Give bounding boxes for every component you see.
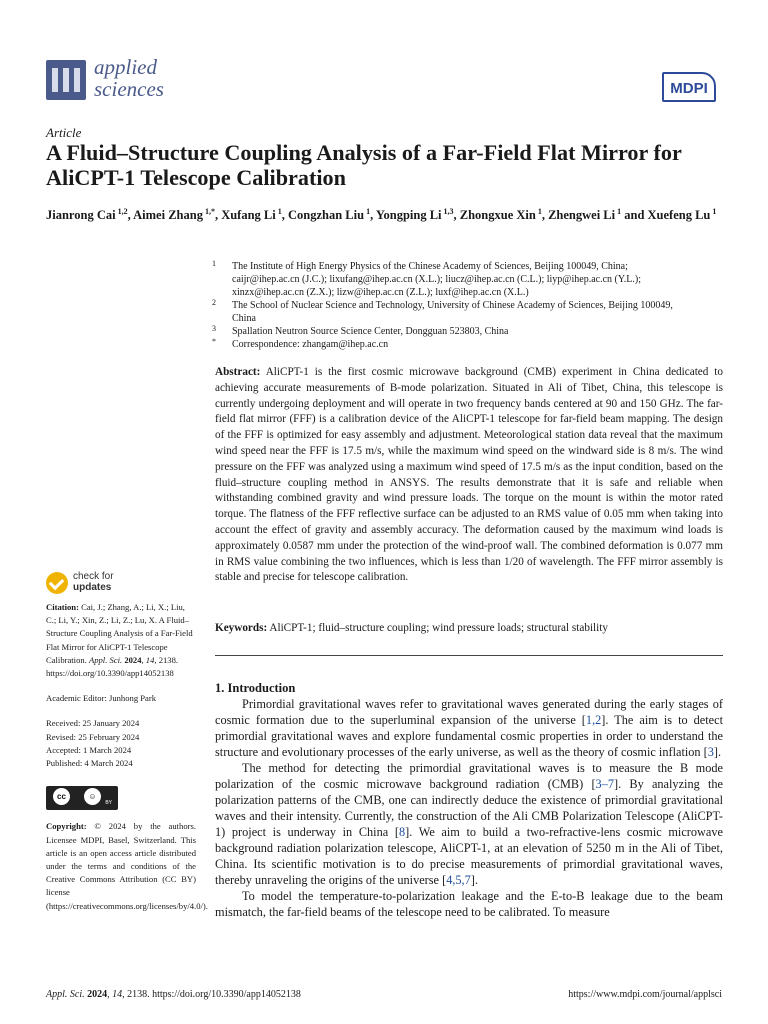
citation-doi[interactable]: , 2138. https://doi.org/10.3390/app14052138 (46, 654, 179, 679)
footer-volume: 14 (112, 989, 123, 1000)
footer-citation: Appl. Sci. 2024, 14, 2138. https://doi.org/10.3390/app14052138 (46, 989, 301, 1000)
citation-label: Citation: (46, 602, 79, 612)
footer-doi[interactable]: , 2138. https://doi.org/10.3390/app14052138 (122, 989, 301, 1000)
journal-name (94, 56, 194, 100)
citation: Citation: Cai, J.; Zhang, A.; Li, X.; Liu, C.; Li, Y.; Xin, Z.; Li, Z.; Lu, X. A Fluid–Structure Coupling Analysis of a Far-Field Flat Mirror for AliCPT-1 Telescope Calibration. Appl. Sci. 2024, 14, 2138. https://doi.org/10.3390/app14052138 (46, 602, 193, 679)
cc-by-label: BY (105, 800, 112, 807)
check-for-updates-button[interactable] (46, 570, 166, 598)
citation-journal: Appl. Sci. (88, 654, 123, 665)
journal-name-line2: sciences (94, 77, 164, 101)
checkmark-icon (46, 572, 68, 594)
intro-body (215, 696, 723, 920)
citation-volume: 14 (145, 654, 155, 665)
accepted-date: Accepted: 1 March 2024 (46, 744, 132, 755)
author-name[interactable]: Zhongxue Xin (459, 208, 536, 223)
author-list: Jianrong Cai $^{1,2}$, Aimei Zhang $^{1,*}$, Xufang Li $^1$, Congzhan Liu $^1$, Yongping Li $^{1,3}$, Zhongxue Xin $^1$, Zhengwei Li $^1$ and Xuefeng Lu $^1$ (46, 207, 717, 223)
affiliation-2: 2 The School of Nuclear Science and Technology, University of Chinese Academy of Sciences, Beijing 100049, China (212, 298, 673, 324)
copyright (46, 820, 208, 912)
cc-license-badge[interactable] (46, 786, 118, 810)
journal-logo-icon (46, 60, 86, 100)
journal-name-line1: applied (94, 55, 157, 79)
author-affiliation-marker: 1,2 (115, 207, 128, 216)
keywords-label: Keywords: (215, 622, 268, 634)
author-name[interactable]: Jianrong Cai (46, 208, 116, 223)
check-line2: updates (73, 582, 112, 593)
publisher-logo[interactable]: MDPI (662, 72, 716, 102)
correspondence: * Correspondence: zhangam@ihep.ac.cn (212, 337, 389, 350)
author-name[interactable]: Yongping Li (375, 208, 442, 223)
keywords (215, 620, 723, 636)
citation-link[interactable]: 3–7 (595, 777, 614, 791)
intro-paragraph: To model the temperature-to-polarization leakage and the E-to-B leakage due to the beam mismatch, the far-field beams of the telescope need to be calibrated. To measure (215, 889, 723, 919)
abstract-label: Abstract: (215, 366, 261, 378)
copyright-label: Copyright: (46, 821, 87, 832)
revised-date: Revised: 25 February 2024 (46, 731, 140, 742)
author-affiliation-marker: 1 (615, 207, 622, 216)
journal-logo[interactable] (46, 55, 176, 106)
section-divider (215, 655, 723, 656)
published-date: Published: 4 March 2024 (46, 758, 133, 769)
cc-icon: cc (53, 788, 70, 805)
article-type: Article (46, 125, 82, 140)
person-icon: ☺ (84, 788, 101, 805)
article-title: A Fluid–Structure Coupling Analysis of a Far-Field Flat Mirror for AliCPT-1 Telescope Calibration (46, 140, 682, 190)
copyright-text: © 2024 by the authors. Licensee MDPI, Basel, Switzerland. This article is an open access article distributed under the terms and conditions of the Creative Commons Attribution (CC BY) license (https://creativecommons.org/licenses/by/4.0/). (46, 821, 208, 911)
citation-link[interactable]: 4,5,7 (446, 873, 471, 887)
section-heading: 1. Introduction (215, 681, 296, 695)
received-date: Received: 25 January 2024 (46, 718, 140, 729)
intro-paragraph: Primordial gravitational waves refer to gravitational waves generated during the early stages of cosmic formation due to the superluminal expansion of the universe [1,2]. The aim is to detect primordial gravitational waves and explore fundamental cosmic properties in order to understand the structure and evolutionary processes of the early universe, as well as the theory of cosmic inflation [3]. (215, 697, 724, 759)
footer-journal-url[interactable]: https://www.mdpi.com/journal/applsci (568, 989, 722, 1000)
keywords-text: AliCPT-1; fluid–structure coupling; wind pressure loads; structural stability (269, 622, 608, 634)
academic-editor: Academic Editor: Junhong Park (46, 693, 157, 704)
author-name[interactable]: Xuefeng Lu (647, 208, 711, 223)
affiliation-1: 1 The Institute of High Energy Physics of the Chinese Academy of Sciences, Beijing 100049, China; caijr@ihep.ac.cn (J.C.); lixufang@ihep.ac.cn (X.L.); liucz@ihep.ac.cn (C.L.); liyp@ihep.ac.cn (Y.L.); xinzx@ihep.ac.cn (Z.X.); lizw@ihep.ac.cn (Z.L.); luxf@ihep.ac.cn (X.L.) (212, 259, 642, 298)
author-affiliation-marker: 1 (535, 207, 542, 216)
citation-link[interactable]: 1,2 (585, 713, 602, 727)
footer-year: 2024 (87, 989, 108, 1000)
author-affiliation-marker: 1,* (202, 207, 215, 216)
affiliations (210, 260, 680, 351)
author-affiliation-marker: 1 (275, 207, 282, 216)
author-name[interactable]: Xufang Li (221, 208, 276, 223)
abstract (215, 365, 723, 586)
author-name[interactable]: Zhengwei Li (548, 208, 616, 223)
citation-year: 2024 (124, 654, 142, 665)
author-name[interactable]: Congzhan Liu (287, 208, 365, 223)
author-affiliation-marker: 1 (364, 207, 371, 216)
citation-link[interactable]: 8 (398, 825, 406, 839)
intro-paragraph: The method for detecting the primordial gravitational waves is to measure the B mode polarization of the cosmic microwave background radiation (CMB) [3–7]. By analyzing the polarization patterns of the CMB, one can indirectly deduce the existence of primordial gravitational waves and their intensity. Currently, the construction of the Ali CMB Polarization Telescope (AliCPT-1) project is underway in China [8]. We aim to build a two-refractive-lens cosmic microwave background radiation polarization telescope, AliCPT-1, at an elevation of 5250 m in the Ali of Tibet, China. Its scientific motivation is to do precise measurements of primordial gravitational waves, thereby unraveling the origins of the universe [4,5,7]. (215, 761, 723, 887)
affiliation-3: 3 Spallation Neutron Source Science Center, Dongguan 523803, China (212, 324, 509, 337)
citation-link[interactable]: 3 (707, 745, 714, 759)
author-affiliation-marker: 1 (710, 207, 717, 216)
footer-journal: Appl. Sci. (46, 989, 85, 1000)
citation-text: Cai, J.; Zhang, A.; Li, X.; Liu, C.; Li, Y.; Xin, Z.; Li, Z.; Lu, X. A Fluid–Structure Coupling Analysis of a Far-Field Flat Mirror for AliCPT-1 Telescope Calibration. (46, 602, 193, 665)
author-affiliation-marker: 1,3 (441, 207, 454, 216)
sidebar-info (46, 601, 208, 913)
abstract-text: AliCPT-1 is the first cosmic microwave background (CMB) experiment in China dedicated to achieving accurate measurements of B-mode polarization. Situated in Ali of Tibet, China, this telescope is currently undergoing deployment and will operate in two frequency bands centered at 90 and 150 GHz. The far-field flat mirror (FFF) is a calibration device of the AliCPT-1 telescope for far-field beam mapping. The design of the FFF is optimized for easy assembly and adjustment. Meteorological station data reveal that the maximum wind speed near the FFF is 17.5 m/s, while the maximum wind speed on the windward side is 8 m/s. The wind pressure on the FFF was analyzed using a maximum wind speed of 17.5 m/s as the input condition, based on the fluid–structure coupling method in ANSYS. The results demonstrate that it is safe and reliable when withstanding combined gravity and wind pressure loads. The torque on the mount is within the motor rated torque. The flatness of the FFF reflective surface can be adjusted to an RMS value of 0.05 mm when taking into account the effect of gravity and assembly accuracy. The deformation caused by the maximum wind loads is approximately 0.0587 mm under the protection of the wind-proof wall. The combined deformation is 0.077 mm in RMS value combining the two influences, which is less than 1/20 of wavelength. The FFF mirror assembly is stable and precise for telescope calibration. (215, 366, 723, 584)
author-name[interactable]: Aimei Zhang (133, 208, 203, 223)
check-line1: check for (73, 571, 114, 582)
